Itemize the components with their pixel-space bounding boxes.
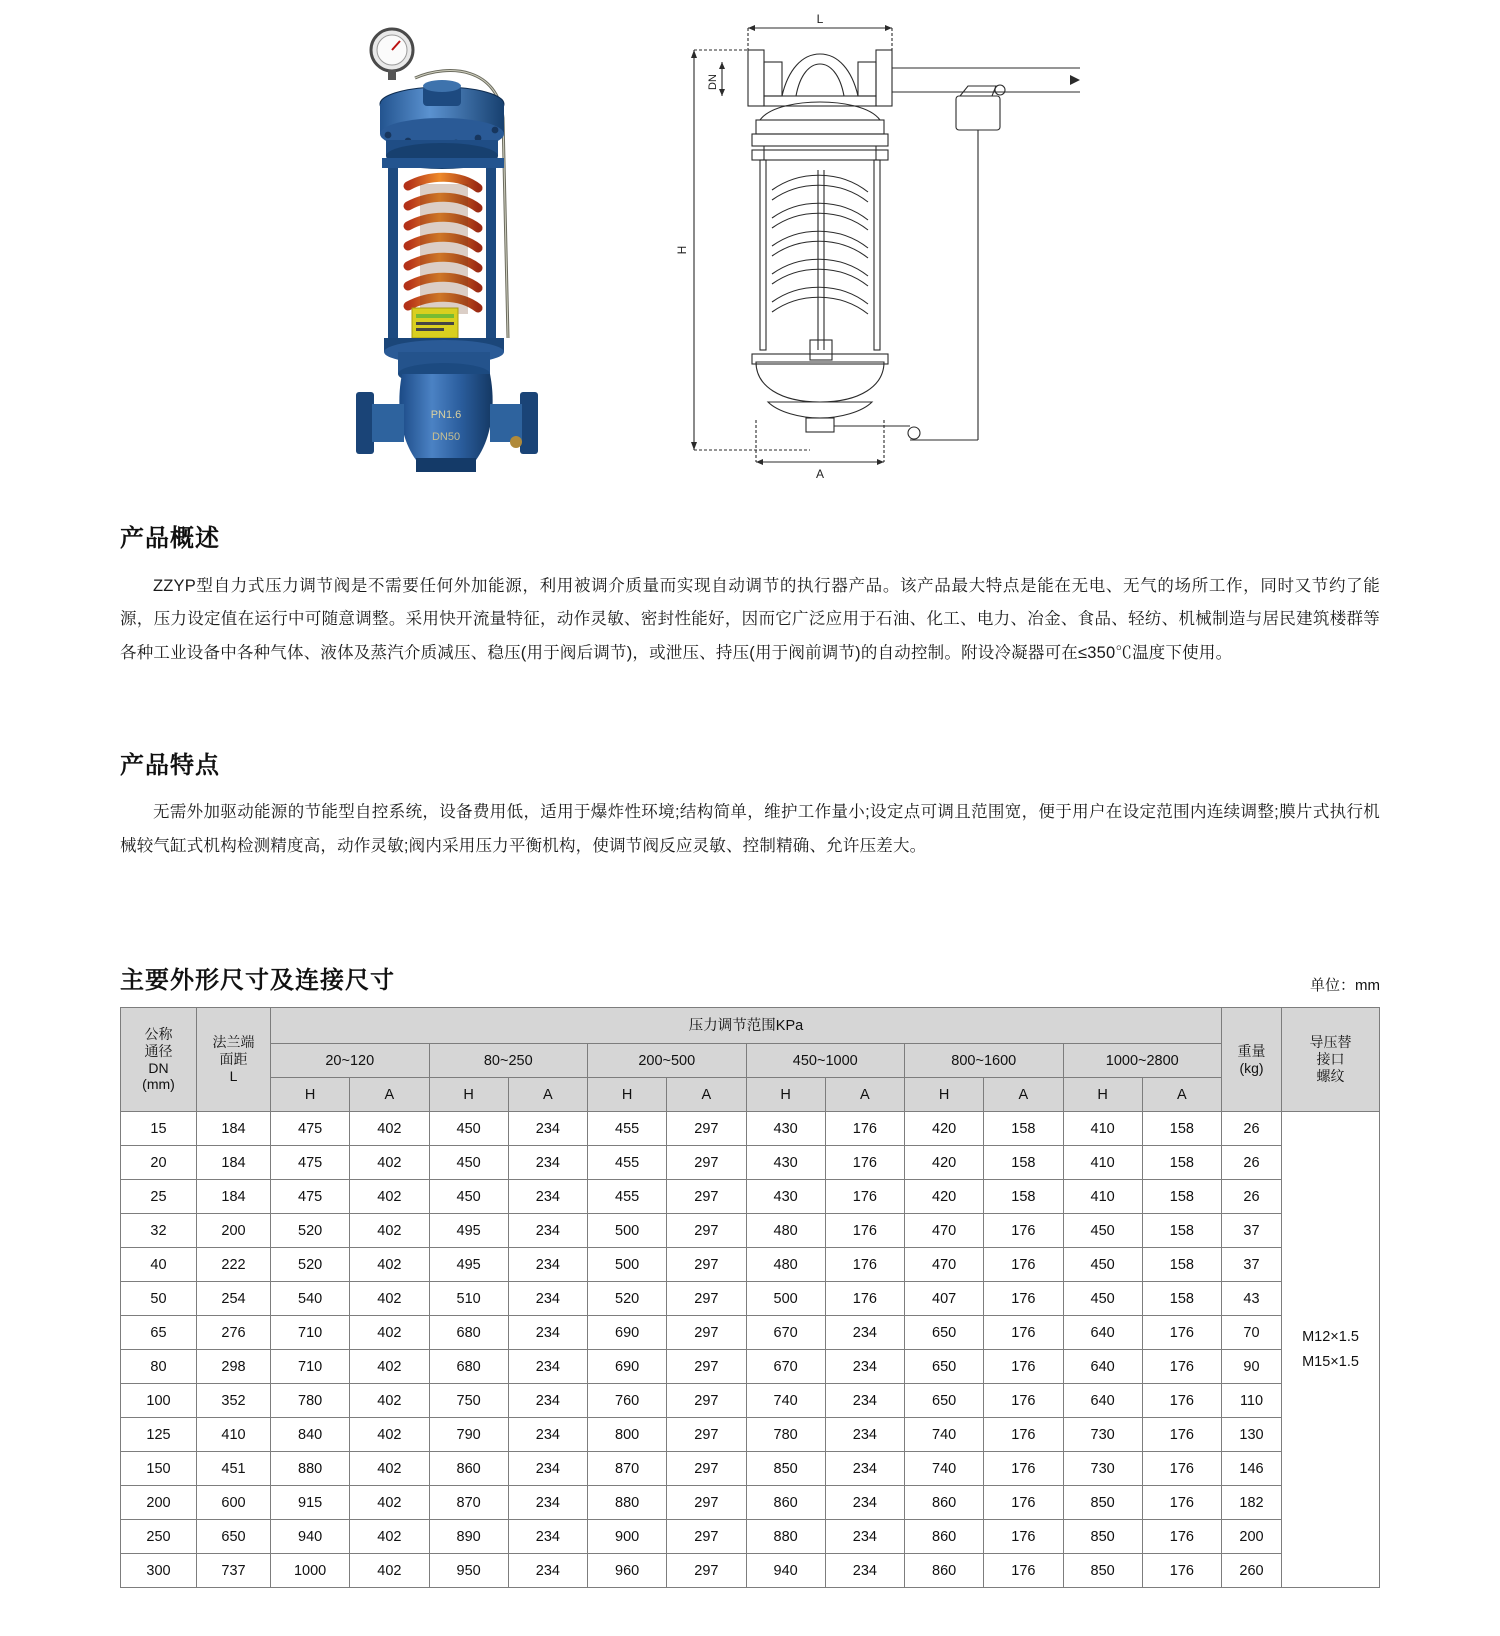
cell-flange-l: 600 (197, 1486, 271, 1520)
cell-h-2: 500 (588, 1248, 667, 1282)
cell-a-3: 176 (825, 1282, 904, 1316)
cell-a-5: 176 (1142, 1554, 1221, 1588)
table-row (121, 1146, 1380, 1180)
cell-a-3: 234 (825, 1452, 904, 1486)
cell-h-4: 420 (905, 1180, 984, 1214)
cell-a-3: 234 (825, 1384, 904, 1418)
cell-a-4: 176 (984, 1486, 1063, 1520)
cell-h-2: 690 (588, 1350, 667, 1384)
cell-thread (1282, 1112, 1380, 1588)
cell-h-3: 500 (746, 1282, 825, 1316)
cell-h-0: 1000 (271, 1554, 350, 1588)
cell-a-2: 297 (667, 1316, 746, 1350)
cell-dn: 80 (121, 1350, 197, 1384)
cell-dn: 50 (121, 1282, 197, 1316)
cell-a-3: 234 (825, 1486, 904, 1520)
cell-a-3: 176 (825, 1146, 904, 1180)
cell-a-1: 234 (508, 1418, 587, 1452)
cell-h-0: 710 (271, 1350, 350, 1384)
header-h-4: H (905, 1078, 984, 1112)
cell-a-0: 402 (350, 1486, 429, 1520)
unit-note: 单位：mm (1310, 977, 1380, 995)
cell-a-1: 234 (508, 1316, 587, 1350)
header-range-5: 1000~2800 (1063, 1044, 1222, 1078)
cell-weight: 37 (1222, 1248, 1282, 1282)
cell-h-2: 520 (588, 1282, 667, 1316)
cell-a-2: 297 (667, 1452, 746, 1486)
cell-h-2: 690 (588, 1316, 667, 1350)
table-row (121, 1214, 1380, 1248)
cell-a-0: 402 (350, 1112, 429, 1146)
cell-h-2: 455 (588, 1180, 667, 1214)
header-h-5: H (1063, 1078, 1142, 1112)
cell-a-5: 158 (1142, 1180, 1221, 1214)
cell-h-4: 650 (905, 1316, 984, 1350)
cell-h-4: 860 (905, 1520, 984, 1554)
cell-h-5: 410 (1063, 1146, 1142, 1180)
dimensions-section (0, 960, 1500, 1588)
cell-flange-l: 200 (197, 1214, 271, 1248)
cell-a-4: 158 (984, 1146, 1063, 1180)
cell-a-5: 176 (1142, 1350, 1221, 1384)
cell-h-2: 500 (588, 1214, 667, 1248)
header-thread (1282, 1008, 1380, 1112)
cell-dn: 200 (121, 1486, 197, 1520)
cell-a-2: 297 (667, 1486, 746, 1520)
cell-a-2: 297 (667, 1554, 746, 1588)
cell-a-1: 234 (508, 1554, 587, 1588)
cell-a-2: 297 (667, 1146, 746, 1180)
table-row (121, 1350, 1380, 1384)
cell-h-1: 680 (429, 1350, 508, 1384)
cell-h-1: 450 (429, 1146, 508, 1180)
cell-a-1: 234 (508, 1486, 587, 1520)
svg-text:DN: DN (707, 74, 719, 90)
cell-flange-l: 276 (197, 1316, 271, 1350)
cell-h-2: 960 (588, 1554, 667, 1588)
dimension-drawing (660, 10, 1140, 490)
cell-h-1: 870 (429, 1486, 508, 1520)
header-range-0: 20~120 (271, 1044, 430, 1078)
cell-a-4: 158 (984, 1180, 1063, 1214)
header-flange-line2: 面距 (219, 1051, 248, 1068)
header-dn-line2: 通径 (144, 1042, 173, 1059)
cell-h-1: 790 (429, 1418, 508, 1452)
cell-a-0: 402 (350, 1282, 429, 1316)
cell-h-0: 840 (271, 1418, 350, 1452)
header-range-2: 200~500 (588, 1044, 747, 1078)
thread-value-1: M15×1.5 (1302, 1353, 1359, 1370)
cell-a-1: 234 (508, 1180, 587, 1214)
table-header-row-3 (121, 1078, 1380, 1112)
header-h-3: H (746, 1078, 825, 1112)
cell-dn: 250 (121, 1520, 197, 1554)
cell-a-1: 234 (508, 1282, 587, 1316)
cell-a-4: 176 (984, 1316, 1063, 1350)
cell-h-0: 540 (271, 1282, 350, 1316)
header-flange-line3: L (229, 1067, 238, 1084)
cell-a-5: 176 (1142, 1486, 1221, 1520)
header-dn-line1: 公称 (144, 1025, 173, 1042)
cell-a-0: 402 (350, 1554, 429, 1588)
cell-h-2: 870 (588, 1452, 667, 1486)
cell-weight: 200 (1222, 1520, 1282, 1554)
table-row (121, 1486, 1380, 1520)
cell-h-2: 455 (588, 1112, 667, 1146)
cell-h-1: 495 (429, 1214, 508, 1248)
cell-h-3: 780 (746, 1418, 825, 1452)
cell-a-3: 234 (825, 1520, 904, 1554)
header-range-3: 450~1000 (746, 1044, 905, 1078)
table-row (121, 1112, 1380, 1146)
cell-a-2: 297 (667, 1384, 746, 1418)
cell-h-1: 750 (429, 1384, 508, 1418)
header-flange-line1: 法兰端 (212, 1034, 255, 1051)
cell-h-5: 410 (1063, 1180, 1142, 1214)
cell-h-1: 450 (429, 1112, 508, 1146)
cell-a-2: 297 (667, 1520, 746, 1554)
header-flange-l (197, 1008, 271, 1112)
cell-weight: 26 (1222, 1146, 1282, 1180)
overview-title: 产品概述 (120, 525, 220, 552)
cell-h-4: 470 (905, 1248, 984, 1282)
table-row (121, 1554, 1380, 1588)
cell-h-4: 860 (905, 1554, 984, 1588)
header-weight (1222, 1008, 1282, 1112)
header-weight-line2: (kg) (1239, 1059, 1264, 1076)
cell-flange-l: 352 (197, 1384, 271, 1418)
cell-a-5: 158 (1142, 1146, 1221, 1180)
dimensions-table-body (121, 1112, 1380, 1588)
cell-h-4: 420 (905, 1112, 984, 1146)
cell-h-0: 880 (271, 1452, 350, 1486)
cell-a-4: 176 (984, 1452, 1063, 1486)
product-features-section (0, 745, 1500, 864)
svg-text:PN1.6: PN1.6 (430, 409, 462, 421)
cell-a-0: 402 (350, 1316, 429, 1350)
header-dn-line4: (mm) (142, 1076, 175, 1093)
cell-flange-l: 184 (197, 1112, 271, 1146)
thread-value-0: M12×1.5 (1302, 1328, 1359, 1345)
table-header-row-2 (121, 1044, 1380, 1078)
cell-h-1: 495 (429, 1248, 508, 1282)
table-row (121, 1452, 1380, 1486)
cell-a-4: 158 (984, 1112, 1063, 1146)
cell-h-0: 475 (271, 1180, 350, 1214)
table-header-row-1 (121, 1008, 1380, 1044)
svg-text:A: A (815, 467, 825, 481)
cell-h-2: 760 (588, 1384, 667, 1418)
header-a-4: A (984, 1078, 1063, 1112)
header-a-0: A (350, 1078, 429, 1112)
features-title: 产品特点 (120, 751, 220, 779)
cell-h-3: 940 (746, 1554, 825, 1588)
product-overview-section (0, 518, 1500, 671)
cell-dn: 15 (121, 1112, 197, 1146)
cell-h-0: 520 (271, 1214, 350, 1248)
overview-body: ZZYP型自力式压力调节阀是不需要任何外加能源，利用被调介质量而实现自动调节的执行器产品。该产品最大特点是能在无电、无气的场所工作，同时又节约了能源，压力设定值在运行中可随意调整。采用快开流量特征，动作灵敏、密封性能好，因而它广泛应用于石油、化工、电力、冶金、食品、轻纺、机械制造与居民建筑楼群等各种工业设备中各种气体、液体及蒸汽介质减压、稳压(用于阀后调节)，或泄压、持压(用于阀前调节)的自动控制。附设冷凝器可在≤350℃温度下使用。 (120, 576, 1380, 663)
header-pressure-range: 压力调节范围KPa (271, 1008, 1222, 1044)
cell-weight: 37 (1222, 1214, 1282, 1248)
cell-h-2: 455 (588, 1146, 667, 1180)
cell-a-5: 158 (1142, 1282, 1221, 1316)
header-a-1: A (508, 1078, 587, 1112)
cell-a-1: 234 (508, 1214, 587, 1248)
cell-h-5: 850 (1063, 1486, 1142, 1520)
cell-a-2: 297 (667, 1248, 746, 1282)
cell-a-4: 176 (984, 1384, 1063, 1418)
cell-a-0: 402 (350, 1180, 429, 1214)
cell-h-1: 860 (429, 1452, 508, 1486)
cell-flange-l: 451 (197, 1452, 271, 1486)
cell-a-5: 176 (1142, 1316, 1221, 1350)
table-row (121, 1316, 1380, 1350)
cell-dn: 20 (121, 1146, 197, 1180)
cell-h-3: 430 (746, 1112, 825, 1146)
cell-h-1: 510 (429, 1282, 508, 1316)
pressure-gauge-icon (371, 29, 413, 80)
cell-flange-l: 222 (197, 1248, 271, 1282)
cell-a-5: 158 (1142, 1112, 1221, 1146)
cell-h-1: 450 (429, 1180, 508, 1214)
svg-text:DN50: DN50 (431, 431, 461, 443)
cell-a-0: 402 (350, 1418, 429, 1452)
cell-h-3: 430 (746, 1180, 825, 1214)
cell-h-0: 940 (271, 1520, 350, 1554)
cell-h-1: 890 (429, 1520, 508, 1554)
cell-a-1: 234 (508, 1146, 587, 1180)
cell-a-4: 176 (984, 1214, 1063, 1248)
cell-dn: 125 (121, 1418, 197, 1452)
cell-h-4: 650 (905, 1350, 984, 1384)
product-image-area (0, 0, 1500, 500)
cell-a-1: 234 (508, 1248, 587, 1282)
cell-a-3: 234 (825, 1316, 904, 1350)
cell-h-3: 740 (746, 1384, 825, 1418)
cell-h-5: 850 (1063, 1520, 1142, 1554)
cell-a-0: 402 (350, 1520, 429, 1554)
table-row (121, 1248, 1380, 1282)
svg-text:L: L (816, 12, 824, 26)
cell-a-0: 402 (350, 1248, 429, 1282)
cell-a-4: 176 (984, 1520, 1063, 1554)
cell-h-2: 800 (588, 1418, 667, 1452)
cell-dn: 150 (121, 1452, 197, 1486)
cell-a-0: 402 (350, 1146, 429, 1180)
cell-a-5: 176 (1142, 1452, 1221, 1486)
cell-dn: 65 (121, 1316, 197, 1350)
cell-weight: 146 (1222, 1452, 1282, 1486)
header-dn-line3: DN (148, 1059, 169, 1076)
cell-h-3: 480 (746, 1214, 825, 1248)
cell-weight: 110 (1222, 1384, 1282, 1418)
cell-flange-l: 184 (197, 1146, 271, 1180)
header-h-1: H (429, 1078, 508, 1112)
cell-h-5: 640 (1063, 1384, 1142, 1418)
product-photo (320, 8, 620, 488)
cell-a-2: 297 (667, 1180, 746, 1214)
cell-a-3: 176 (825, 1214, 904, 1248)
header-thread-line1: 导压替 (1309, 1034, 1352, 1051)
cell-a-2: 297 (667, 1214, 746, 1248)
header-dn (121, 1008, 197, 1112)
cell-h-5: 640 (1063, 1316, 1142, 1350)
cell-weight: 260 (1222, 1554, 1282, 1588)
cell-a-5: 158 (1142, 1248, 1221, 1282)
cell-weight: 90 (1222, 1350, 1282, 1384)
cell-flange-l: 298 (197, 1350, 271, 1384)
cell-h-0: 520 (271, 1248, 350, 1282)
cell-flange-l: 184 (197, 1180, 271, 1214)
cell-a-3: 234 (825, 1350, 904, 1384)
cell-a-4: 176 (984, 1282, 1063, 1316)
features-body: 无需外加驱动能源的节能型自控系统，设备费用低，适用于爆炸性环境;结构简单，维护工作量小;设定点可调且范围宽，便于用户在设定范围内连续调整;膜片式执行机械较气缸式机构检测精度高，动作灵敏;阀内采用压力平衡机构，使调节阀反应灵敏、控制精确、允许压差大。 (120, 803, 1380, 856)
cell-flange-l: 737 (197, 1554, 271, 1588)
cell-h-4: 470 (905, 1214, 984, 1248)
cell-h-0: 710 (271, 1316, 350, 1350)
cell-dn: 25 (121, 1180, 197, 1214)
cell-a-1: 234 (508, 1112, 587, 1146)
cell-h-0: 475 (271, 1112, 350, 1146)
cell-h-4: 420 (905, 1146, 984, 1180)
cell-flange-l: 254 (197, 1282, 271, 1316)
cell-a-3: 234 (825, 1554, 904, 1588)
cell-dn: 32 (121, 1214, 197, 1248)
cell-a-3: 176 (825, 1112, 904, 1146)
cell-weight: 70 (1222, 1316, 1282, 1350)
cell-weight: 26 (1222, 1180, 1282, 1214)
table-row (121, 1520, 1380, 1554)
cell-a-4: 176 (984, 1554, 1063, 1588)
cell-a-4: 176 (984, 1350, 1063, 1384)
svg-text:H: H (675, 245, 689, 255)
cell-h-2: 880 (588, 1486, 667, 1520)
cell-h-2: 900 (588, 1520, 667, 1554)
header-range-1: 80~250 (429, 1044, 588, 1078)
cell-a-2: 297 (667, 1350, 746, 1384)
cell-h-3: 880 (746, 1520, 825, 1554)
cell-a-5: 176 (1142, 1384, 1221, 1418)
header-h-0: H (271, 1078, 350, 1112)
header-thread-line3: 螺纹 (1316, 1067, 1345, 1084)
cell-h-5: 850 (1063, 1554, 1142, 1588)
cell-h-3: 670 (746, 1350, 825, 1384)
cell-a-5: 158 (1142, 1214, 1221, 1248)
cell-a-1: 234 (508, 1520, 587, 1554)
cell-weight: 130 (1222, 1418, 1282, 1452)
cell-a-1: 234 (508, 1350, 587, 1384)
header-a-2: A (667, 1078, 746, 1112)
cell-h-3: 860 (746, 1486, 825, 1520)
cell-weight: 26 (1222, 1112, 1282, 1146)
header-a-5: A (1142, 1078, 1221, 1112)
cell-a-2: 297 (667, 1282, 746, 1316)
cell-weight: 43 (1222, 1282, 1282, 1316)
cell-h-0: 780 (271, 1384, 350, 1418)
cell-h-1: 950 (429, 1554, 508, 1588)
table-row (121, 1384, 1380, 1418)
dimensions-title: 主要外形尺寸及连接尺寸 (120, 967, 395, 995)
cell-h-0: 475 (271, 1146, 350, 1180)
cell-h-4: 650 (905, 1384, 984, 1418)
cell-h-3: 850 (746, 1452, 825, 1486)
cell-h-5: 730 (1063, 1418, 1142, 1452)
cell-h-5: 450 (1063, 1214, 1142, 1248)
cell-a-0: 402 (350, 1384, 429, 1418)
cell-a-2: 297 (667, 1112, 746, 1146)
cell-a-2: 297 (667, 1418, 746, 1452)
cell-a-1: 234 (508, 1452, 587, 1486)
cell-a-4: 176 (984, 1248, 1063, 1282)
cell-h-5: 410 (1063, 1112, 1142, 1146)
cell-h-0: 915 (271, 1486, 350, 1520)
cell-a-3: 176 (825, 1248, 904, 1282)
cell-h-4: 407 (905, 1282, 984, 1316)
cell-a-3: 176 (825, 1180, 904, 1214)
table-row (121, 1282, 1380, 1316)
cell-a-4: 176 (984, 1418, 1063, 1452)
table-row (121, 1180, 1380, 1214)
dimensions-header-row (120, 960, 1380, 995)
cell-h-3: 430 (746, 1146, 825, 1180)
header-a-3: A (825, 1078, 904, 1112)
cell-dn: 100 (121, 1384, 197, 1418)
cell-h-4: 860 (905, 1486, 984, 1520)
cell-h-4: 740 (905, 1452, 984, 1486)
cell-dn: 300 (121, 1554, 197, 1588)
cell-a-3: 234 (825, 1418, 904, 1452)
header-range-4: 800~1600 (905, 1044, 1064, 1078)
cell-a-0: 402 (350, 1350, 429, 1384)
cell-a-5: 176 (1142, 1520, 1221, 1554)
cell-h-1: 680 (429, 1316, 508, 1350)
cell-a-5: 176 (1142, 1418, 1221, 1452)
cell-flange-l: 410 (197, 1418, 271, 1452)
cell-flange-l: 650 (197, 1520, 271, 1554)
cell-h-3: 670 (746, 1316, 825, 1350)
cell-weight: 182 (1222, 1486, 1282, 1520)
cell-h-5: 450 (1063, 1248, 1142, 1282)
cell-a-0: 402 (350, 1452, 429, 1486)
dimensions-table-head (121, 1008, 1380, 1112)
header-thread-line2: 接口 (1316, 1051, 1345, 1068)
header-weight-line1: 重量 (1237, 1042, 1266, 1059)
cell-dn: 40 (121, 1248, 197, 1282)
cell-a-1: 234 (508, 1384, 587, 1418)
cell-h-5: 450 (1063, 1282, 1142, 1316)
cell-h-5: 730 (1063, 1452, 1142, 1486)
cell-h-3: 480 (746, 1248, 825, 1282)
cell-h-4: 740 (905, 1418, 984, 1452)
header-h-2: H (588, 1078, 667, 1112)
table-row (121, 1418, 1380, 1452)
cell-h-5: 640 (1063, 1350, 1142, 1384)
dimensions-table (120, 1007, 1380, 1588)
cell-a-0: 402 (350, 1214, 429, 1248)
